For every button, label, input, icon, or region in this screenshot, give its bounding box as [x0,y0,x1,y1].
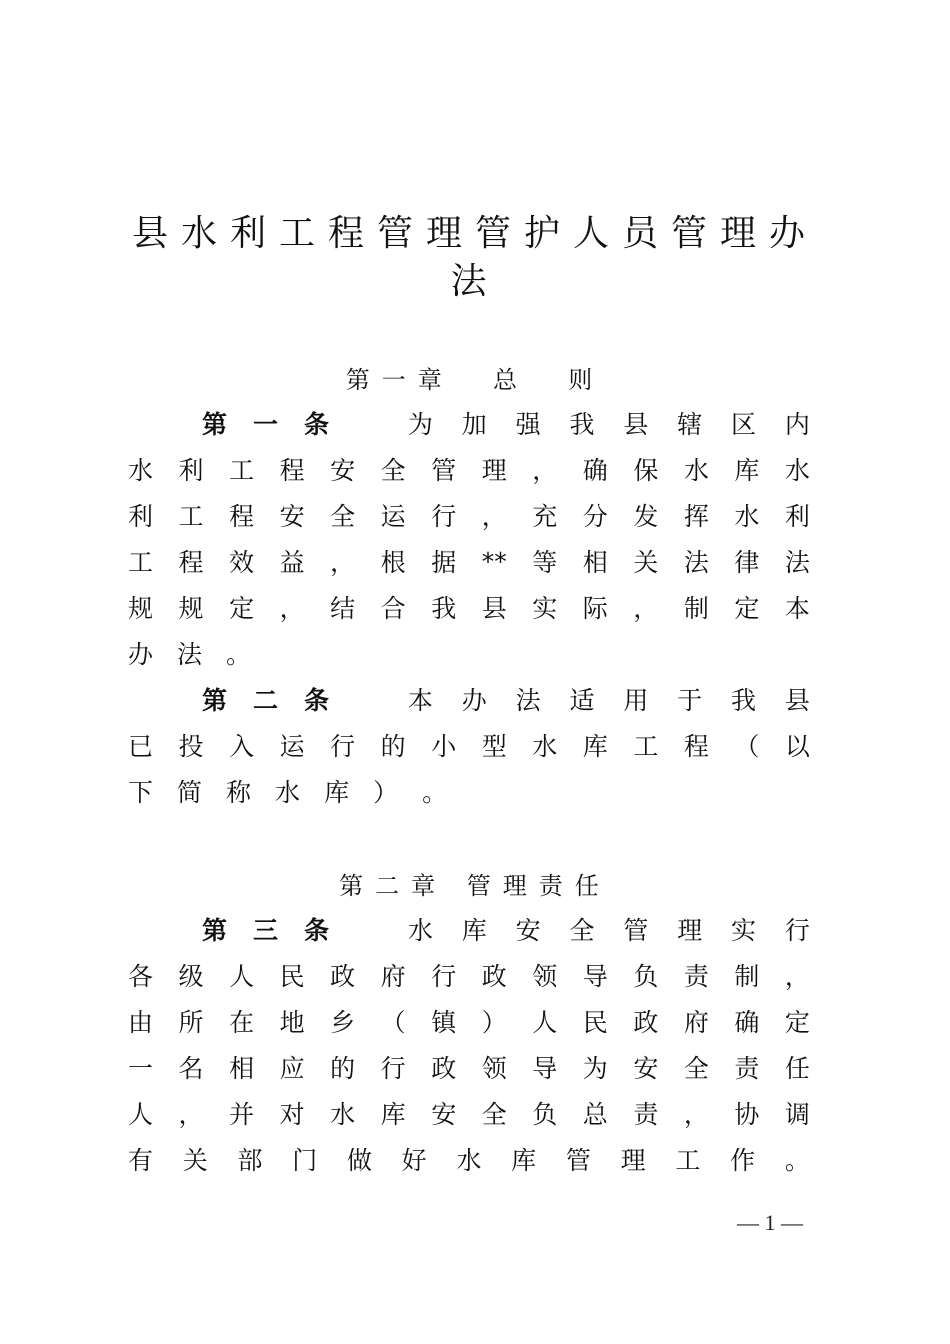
text-char: 益 [279,548,305,577]
text-char: 本 [784,594,810,623]
text-char: 定 [734,594,760,623]
text-char: 加 [461,410,487,439]
text-char: 行 [784,916,810,945]
article-line [128,1098,810,1128]
text-char: 负 [532,1100,558,1129]
text-char: 程 [279,456,305,485]
article-line [128,546,810,576]
text-char: 有 [128,1146,154,1175]
text-char: 型 [481,732,507,761]
text-char: 水 [734,502,760,531]
document-title: 县水利工程管理管护人员管理办法 [131,213,818,302]
text-char: ） [481,1008,507,1037]
text-char: 水 [330,1100,356,1129]
text-char: 的 [330,1054,356,1083]
article-line [128,1052,810,1082]
text-char: 制 [683,594,709,623]
text-char: 定 [229,594,255,623]
text-char: 实 [731,916,757,945]
text-char: 利 [178,456,204,485]
text-char: 水 [683,456,709,485]
text-char: 内 [784,410,810,439]
text-char: 乡 [330,1008,356,1037]
text-char: ** [481,546,507,576]
text-char: 理 [677,916,703,945]
text-char: 于 [677,686,703,715]
text-char: 水 [275,778,301,807]
text-char: 。 [784,1146,810,1175]
text-char: 效 [229,548,255,577]
page-number: — 1 — [737,1210,803,1235]
text-char: 一 [128,1054,154,1083]
article-label-char: 条 [304,916,330,945]
article-line [128,500,810,530]
text-char: 导 [582,962,608,991]
text-char: 入 [229,732,255,761]
text-char: 领 [481,1054,507,1083]
article-label [202,681,329,717]
article-label-char: 三 [253,916,279,945]
text-char: 程 [683,732,709,761]
text-char: 管 [565,1146,591,1175]
text-char: 工 [178,502,204,531]
article-line [128,960,810,990]
text-char: 民 [279,962,305,991]
article-line [128,776,810,806]
text-char: 理 [481,456,507,485]
text-char: 库 [324,778,350,807]
article-label [202,911,329,947]
article-line [128,730,810,760]
text-char: 根 [380,548,406,577]
article-line [202,408,810,438]
text-char: 好 [401,1146,427,1175]
text-char: 辖 [677,410,703,439]
text-char: 确 [582,456,608,485]
text-char: 责 [734,1054,760,1083]
article-label-char: 条 [304,686,330,715]
text-char: 各 [128,962,154,991]
text-char: ， [784,962,810,991]
text-char: 已 [128,732,154,761]
text-char: （ [380,1008,406,1037]
article-line [202,914,810,944]
article-line [128,1006,810,1036]
article-line [128,638,810,668]
text-char: 法 [683,548,709,577]
text-char: 。 [422,778,448,807]
article-label-char: 一 [253,410,279,439]
text-char: 人 [128,1100,154,1129]
text-char: 镇 [431,1008,457,1037]
chapter-heading: 第一章 总 则 [345,366,605,394]
text-char: 为 [582,1054,608,1083]
article-label-char: 条 [304,410,330,439]
text-char: 关 [633,548,659,577]
text-char: 我 [569,410,595,439]
text-char: 并 [229,1100,255,1129]
text-char: 作 [730,1146,756,1175]
text-char: 管 [623,916,649,945]
text-char: 县 [784,686,810,715]
text-char: 等 [532,548,558,577]
text-char: 强 [515,410,541,439]
text-char: 办 [461,686,487,715]
text-char: 级 [178,962,204,991]
text-char: ， [532,456,558,485]
text-char: 库 [734,456,760,485]
text-char: 行 [431,502,457,531]
text-char: 安 [431,1100,457,1129]
text-char: 负 [633,962,659,991]
text-char: ， [683,1100,709,1129]
text-char: 库 [511,1146,537,1175]
text-char: ， [481,502,507,531]
text-char: 发 [633,502,659,531]
text-char: 工 [229,456,255,485]
text-char: 保 [633,456,659,485]
article-line [128,1144,810,1174]
text-char: 做 [346,1146,372,1175]
text-char: 安 [633,1054,659,1083]
text-char: 运 [380,502,406,531]
text-char: 律 [734,548,760,577]
text-char: 调 [784,1100,810,1129]
text-char: 法 [784,548,810,577]
text-char: 际 [582,594,608,623]
text-char: 理 [620,1146,646,1175]
text-char: 库 [461,916,487,945]
text-char: 地 [279,1008,305,1037]
text-char: 领 [532,962,558,991]
article-label [202,405,329,441]
text-char: 全 [380,456,406,485]
text-char: 由 [128,1008,154,1037]
article-label-char: 二 [253,686,279,715]
text-char: 定 [784,1008,810,1037]
text-char: 实 [532,594,558,623]
text-char: 水 [407,916,433,945]
article-label-char: 第 [202,916,228,945]
text-char: 全 [569,916,595,945]
text-char: 。 [226,640,252,669]
text-char: 安 [279,502,305,531]
text-char: 政 [431,1054,457,1083]
text-char: 责 [683,962,709,991]
text-char: 办 [128,640,154,669]
article-line [128,454,810,484]
text-char: 在 [229,1008,255,1037]
text-char: 规 [178,594,204,623]
text-char: 县 [481,594,507,623]
text-char: 部 [237,1146,263,1175]
text-char: 安 [515,916,541,945]
text-char: 人 [229,962,255,991]
text-char: 政 [481,962,507,991]
text-char: 门 [292,1146,318,1175]
text-char: ） [373,778,399,807]
text-char: 府 [380,962,406,991]
text-char: 充 [532,502,558,531]
text-char: 确 [734,1008,760,1037]
text-char: 程 [229,502,255,531]
text-char: 水 [128,456,154,485]
text-char: 应 [279,1054,305,1083]
text-char: 结 [330,594,356,623]
text-char: 以 [784,732,810,761]
text-char: 简 [177,778,203,807]
text-char: 称 [226,778,252,807]
text-char: 行 [431,962,457,991]
text-char: 工 [675,1146,701,1175]
article-line [202,684,810,714]
text-char: 的 [380,732,406,761]
text-char: 关 [182,1146,208,1175]
text-char: 据 [431,548,457,577]
article-label-char: 第 [202,410,228,439]
article-label-char: 第 [202,686,228,715]
text-char: 安 [330,456,356,485]
text-char: 法 [177,640,203,669]
text-char: ， [633,594,659,623]
text-char: 程 [178,548,204,577]
text-char: 人 [532,1008,558,1037]
text-char: 名 [178,1054,204,1083]
text-char: 为 [407,410,433,439]
text-char: 政 [633,1008,659,1037]
text-char: ， [178,1100,204,1129]
text-char: 政 [330,962,356,991]
text-char: 任 [784,1054,810,1083]
text-char: 法 [515,686,541,715]
text-char: 行 [330,732,356,761]
text-char: 工 [128,548,154,577]
text-char: 库 [380,1100,406,1129]
text-char: 水 [456,1146,482,1175]
text-char: 用 [623,686,649,715]
text-char: 导 [532,1054,558,1083]
text-char: 区 [731,410,757,439]
text-char: 投 [178,732,204,761]
text-char: 合 [380,594,406,623]
text-char: 下 [128,778,154,807]
text-char: 全 [683,1054,709,1083]
text-char: 管 [431,456,457,485]
text-char: 全 [481,1100,507,1129]
text-char: 民 [582,1008,608,1037]
text-char: 规 [128,594,154,623]
text-char: 制 [734,962,760,991]
text-char: 相 [582,548,608,577]
text-char: 水 [532,732,558,761]
text-char: 挥 [683,502,709,531]
text-char: 总 [582,1100,608,1129]
text-char: 行 [380,1054,406,1083]
text-char: 利 [784,502,810,531]
text-char: 相 [229,1054,255,1083]
text-char: 府 [683,1008,709,1037]
text-char: 运 [279,732,305,761]
text-char: 本 [407,686,433,715]
text-char: 责 [633,1100,659,1129]
text-char: 库 [582,732,608,761]
text-char: 适 [569,686,595,715]
text-char: 协 [734,1100,760,1129]
text-char: 我 [731,686,757,715]
text-char: ， [330,548,356,577]
text-char: （ [734,732,760,761]
text-char: 利 [128,502,154,531]
text-char: 工 [633,732,659,761]
text-char: 我 [431,594,457,623]
text-char: 对 [279,1100,305,1129]
text-char: 全 [330,502,356,531]
text-char: 小 [431,732,457,761]
text-char: ， [279,594,305,623]
chapter-heading: 第二章 管理责任 [339,872,611,900]
text-char: 分 [582,502,608,531]
article-line [128,592,810,622]
text-char: 水 [784,456,810,485]
text-char: 县 [623,410,649,439]
text-char: 所 [178,1008,204,1037]
